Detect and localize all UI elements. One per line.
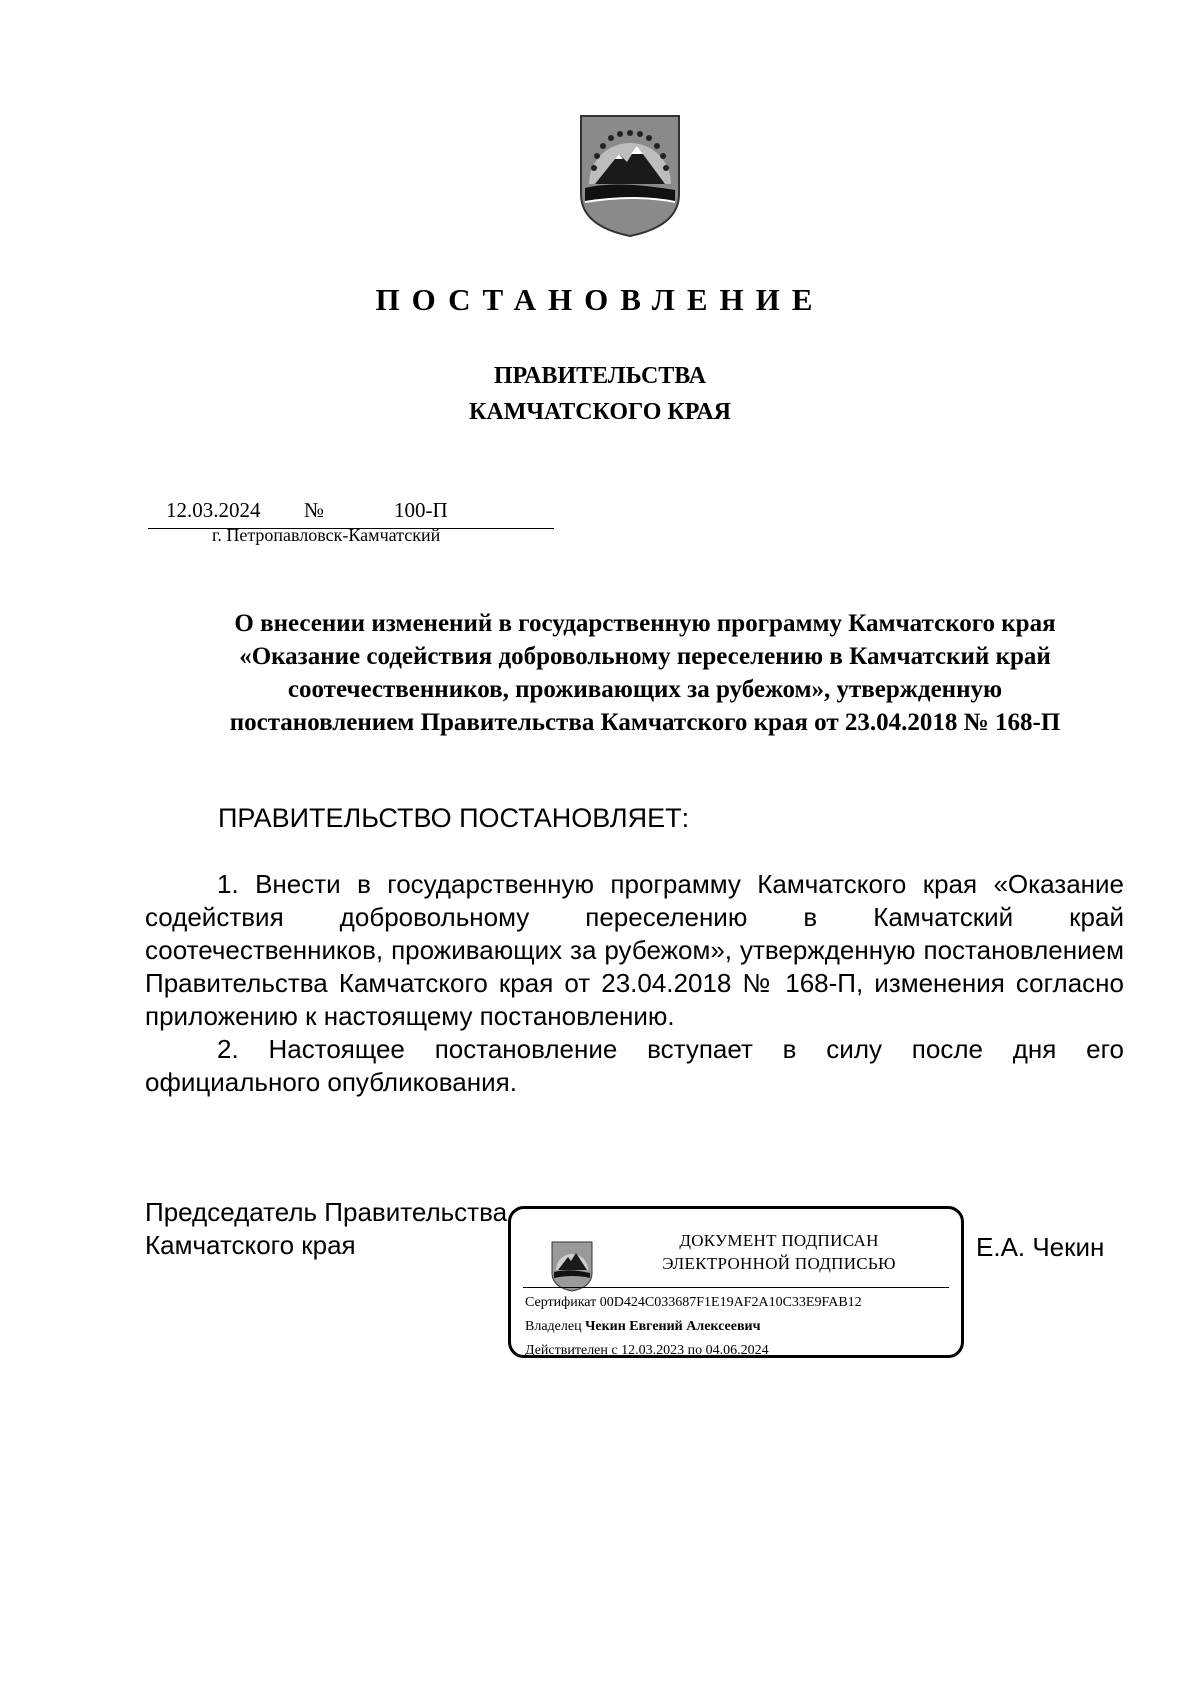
stamp-heading xyxy=(629,1229,929,1275)
stamp-divider xyxy=(523,1287,949,1288)
city: г. Петропавловск-Камчатский xyxy=(212,525,441,545)
stamp-certificate-line xyxy=(525,1295,862,1311)
issuer-block xyxy=(0,358,1200,430)
subject-line-2: «Оказание содействия добровольному переселению в Камчатский край xyxy=(239,643,1051,670)
decree-item-2: 2. Настоящее постановление вступает в силу после дня его официального опубликования. xyxy=(145,1034,1124,1097)
issuer-line-2: КАМЧАТСКОГО КРАЯ xyxy=(468,399,732,425)
subject-line-1: О внесении изменений в государственную программу Камчатского края xyxy=(234,610,1056,637)
signer-name: Е.А. Чекин xyxy=(976,1232,1105,1262)
stamp-heading-line-1: ДОКУМЕНТ ПОДПИСАН xyxy=(679,1231,879,1250)
stamp-heading-line-2: ЭЛЕКТРОННОЙ ПОДПИСЬЮ xyxy=(662,1254,896,1273)
stamp-coat-of-arms-icon xyxy=(549,1239,595,1293)
electronic-signature-stamp xyxy=(508,1206,964,1358)
coat-of-arms-icon xyxy=(575,110,685,240)
valid-from: 12.03.2023 xyxy=(621,1343,685,1358)
subject-line-4: постановлением Правительства Камчатского края от 23.04.2018 № 168-П xyxy=(229,709,1061,736)
signer-title-line-1: Председатель Правительства xyxy=(145,1197,508,1227)
signer-title-line-2: Камчатского края xyxy=(145,1230,356,1260)
stamp-validity-line xyxy=(525,1343,769,1359)
stamp-owner-line xyxy=(525,1319,760,1335)
owner-label: Владелец xyxy=(525,1319,582,1334)
registration-number: 100-П xyxy=(394,498,448,522)
subject-line-3: соотечественников, проживающих за рубежом», утвержденную xyxy=(287,676,1003,703)
decree-intro: ПРАВИТЕЛЬСТВО ПОСТАНОВЛЯЕТ: xyxy=(218,803,690,833)
valid-to: 04.06.2024 xyxy=(705,1343,769,1358)
valid-label: Действителен с xyxy=(525,1343,618,1358)
document-type: ПОСТАНОВЛЕНИЕ xyxy=(375,282,825,317)
owner-value: Чекин Евгений Алексеевич xyxy=(585,1319,761,1334)
registration-date: 12.03.2024 xyxy=(166,498,261,522)
certificate-value: 00D424C033687F1E19AF2A10C33E9FAB12 xyxy=(599,1295,862,1310)
document-subject xyxy=(170,607,1120,739)
certificate-label: Сертификат xyxy=(525,1295,597,1310)
signer-title xyxy=(145,1196,507,1262)
valid-to-label: по xyxy=(687,1343,703,1358)
registration-number-sign: № xyxy=(304,498,325,522)
decree-item-1: 1. Внести в государственную программу Камчатского края «Оказание содействия добровольному переселению в Камчатский край соотечественников, проживающих за рубежом», утвержденную постановлением Правительства Камчатского края от 23.04.2018 № 168-П, изменения согласно приложению к настоящему постановлению. xyxy=(145,869,1124,1031)
issuer-line-1: ПРАВИТЕЛЬСТВА xyxy=(493,363,707,389)
